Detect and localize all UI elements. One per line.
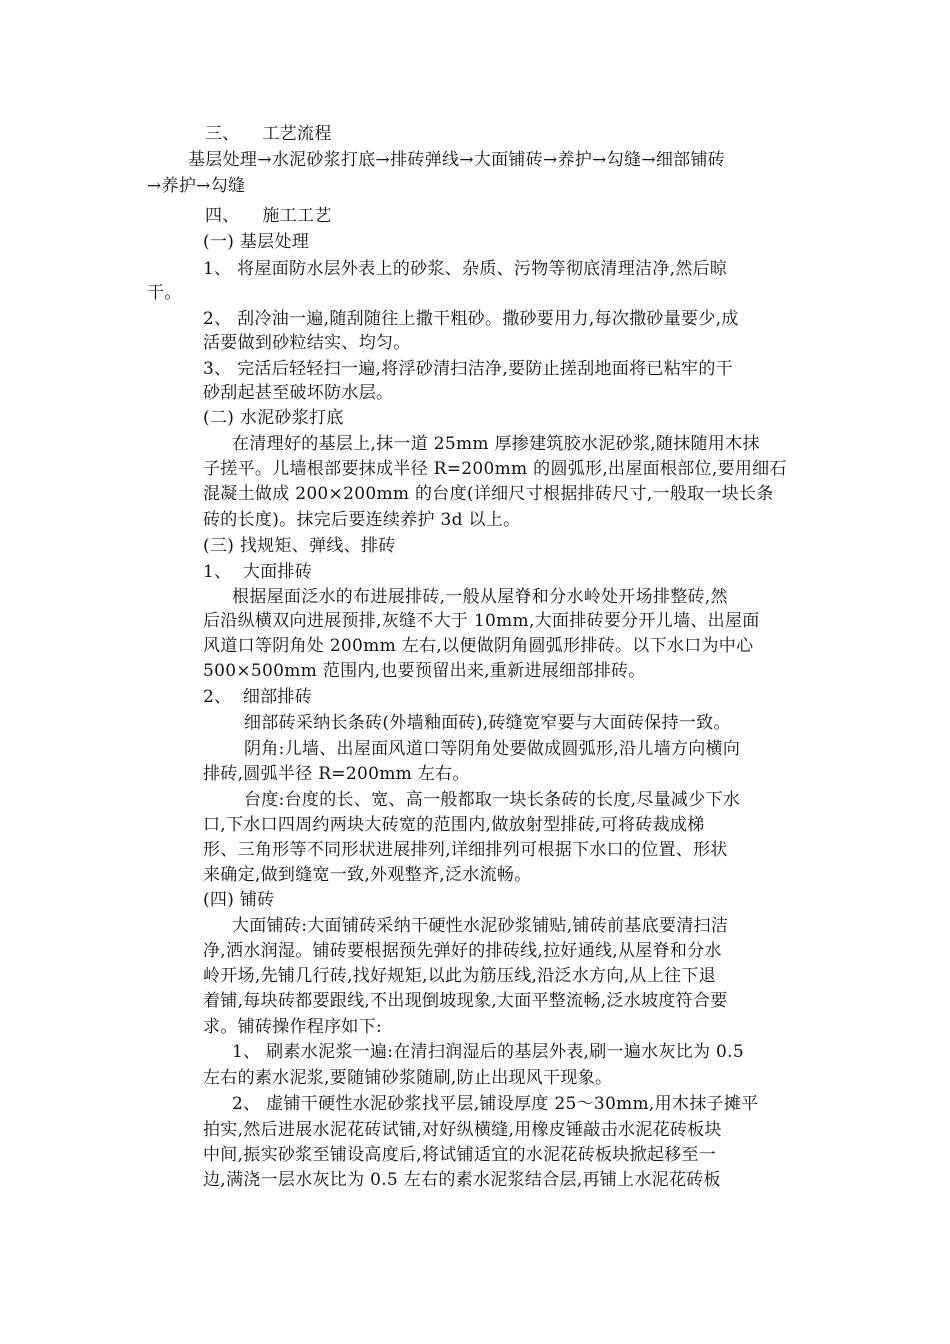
- text-line: 子搓平。儿墙根部要抹成半径 R=200mm 的圆弧形,出屋面根部位,要用细石: [203, 459, 787, 479]
- text-line: 拍实,然后进展水泥花砖试铺,对好纵横缝,用橡皮锤敲击水泥花砖板块: [203, 1120, 722, 1140]
- text-line: 大面铺砖:大面铺砖采纳干硬性水泥砂浆铺贴,铺砖前基底要清扫洁: [232, 916, 729, 936]
- text-line: 口,下水口四周约两块大砖宽的范围内,做放射型排砖,可将砖裁成梯: [203, 815, 705, 835]
- text-line: 1、 将屋面防水层外表上的砂浆、杂质、污物等彻底清理洁净,然后晾: [203, 259, 728, 279]
- text-line: 砖的长度)。抹完后要连续养护 3d 以上。: [203, 510, 521, 530]
- text-line: 混凝土做成 200×200mm 的台度(详细尺寸根据排砖尺寸,一般取一块长条: [203, 484, 774, 504]
- text-line: 来确定,做到缝宽一致,外观整齐,泛水流畅。: [203, 865, 532, 885]
- text-line: 2、 刮冷油一遍,随刮随往上撒干粗砂。撒砂要用力,每次撒砂量要少,成: [203, 309, 739, 329]
- text-line: 砂刮起甚至破坏防水层。: [203, 383, 394, 403]
- text-line: 左右的素水泥浆,要随铺砂浆随刷,防止出现风干现象。: [203, 1068, 613, 1088]
- text-line: 风道口等阴角处 200mm 左右,以便做阴角圆弧形排砖。以下水口为中心: [203, 636, 754, 656]
- section-heading: 四、 施工工艺: [205, 206, 332, 226]
- text-line: 活要做到砂粒结实、均匀。: [203, 333, 411, 353]
- text-line: 3、 完活后轻轻扫一遍,将浮砂清扫洁净,要防止搓刮地面将已粘牢的干: [203, 359, 733, 379]
- text-line: 边,满浇一层水灰比为 0.5 左右的素水泥浆结合层,再铺上水泥花砖板: [203, 1170, 721, 1190]
- subsection-heading: (一) 基层处理: [203, 232, 310, 252]
- subsection-heading: (三) 找规矩、弹线、排砖: [203, 536, 396, 556]
- text-line: 基层处理→水泥砂浆打底→排砖弹线→大面铺砖→养护→勾缝→细部铺砖: [188, 150, 726, 170]
- numbered-heading: 2、 细部排砖: [203, 687, 313, 707]
- text-line: 求。铺砖操作程序如下:: [203, 1017, 383, 1037]
- text-line: →养护→勾缝: [147, 176, 246, 196]
- text-line: 500×500mm 范围内,也要预留出来,重新进展细部排砖。: [203, 661, 646, 681]
- numbered-heading: 1、 大面排砖: [203, 562, 313, 582]
- text-line: 台度:台度的长、宽、高一般都取一块长条砖的长度,尽量减少下水: [244, 790, 741, 810]
- text-line: 阴角:儿墙、出屋面风道口等阴角处要做成圆弧形,沿儿墙方向横向: [244, 739, 741, 759]
- section-heading: 三、 工艺流程: [205, 124, 332, 144]
- text-line: 在清理好的基层上,抹一道 25mm 厚掺建筑胶水泥砂浆,随抹随用木抹: [232, 434, 760, 454]
- text-line: 根据屋面泛水的布进展排砖,一般从屋脊和分水岭处开场排整砖,然: [232, 587, 728, 607]
- subsection-heading: (二) 水泥砂浆打底: [203, 408, 344, 428]
- text-line: 干。: [147, 283, 182, 303]
- text-line: 着铺,每块砖都要跟线,不出现倒坡现象,大面平整流畅,泛水坡度符合要: [203, 991, 728, 1011]
- subsection-heading: (四) 铺砖: [203, 890, 275, 910]
- text-line: 2、 虚铺干硬性水泥砂浆找平层,铺设厚度 25～30mm,用木抹子摊平: [232, 1094, 759, 1114]
- text-line: 排砖,圆弧半径 R=200mm 左右。: [203, 764, 470, 784]
- text-line: 形、三角形等不同形状进展排列,详细排列可根据下水口的位置、形状: [203, 840, 728, 860]
- text-line: 1、 刷素水泥浆一遍:在清扫润湿后的基层外表,刷一遍水灰比为 0.5: [232, 1042, 744, 1062]
- text-line: 中间,振实砂浆至铺设高度后,将试铺适宜的水泥花砖板块掀起移至一: [203, 1145, 717, 1165]
- text-line: 后沿纵横双向进展预排,灰缝不大于 10mm,大面排砖要分开儿墙、出屋面: [203, 611, 760, 631]
- text-line: 细部砖采纳长条砖(外墙釉面砖),砖缝宽窄要与大面砖保持一致。: [244, 713, 731, 733]
- text-line: 净,洒水润湿。铺砖要根据预先弹好的排砖线,拉好通线,从屋脊和分水: [203, 941, 722, 961]
- text-line: 岭开场,先铺几行砖,找好规矩,以此为筋压线,沿泛水方向,从上往下退: [203, 966, 716, 986]
